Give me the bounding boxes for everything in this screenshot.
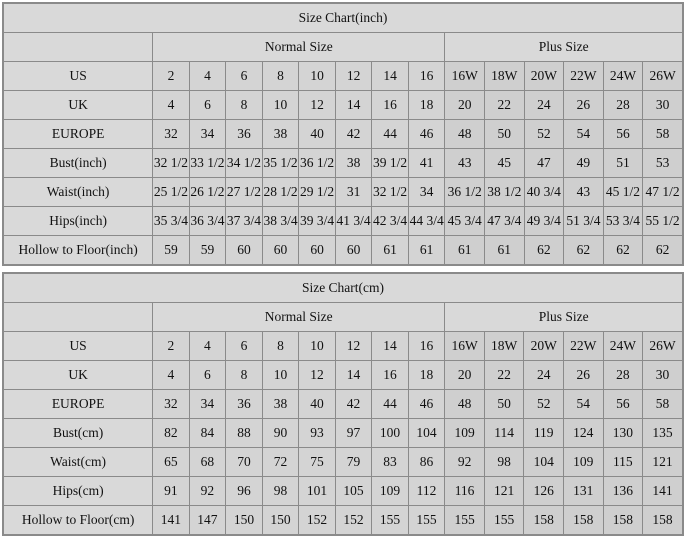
table-row	[4, 448, 683, 477]
cell: 92	[189, 477, 226, 506]
cell: 33 1/2	[189, 149, 226, 178]
row-label-bust: Bust(cm)	[4, 419, 153, 448]
cell: 24	[524, 91, 564, 120]
size-table-inch	[3, 3, 683, 265]
table-row	[4, 506, 683, 535]
row-label-hollow-to-floor: Hollow to Floor(inch)	[4, 236, 153, 265]
cell: 34	[189, 390, 226, 419]
cell: 49 3/4	[524, 207, 564, 236]
cell: 2	[153, 332, 190, 361]
cell: 100	[372, 419, 409, 448]
cell: 36 1/2	[445, 178, 485, 207]
cell: 53	[643, 149, 683, 178]
cell: 119	[524, 419, 564, 448]
cell: 24	[524, 361, 564, 390]
row-label-waist: Waist(cm)	[4, 448, 153, 477]
cell: 32	[153, 390, 190, 419]
cell: 52	[524, 120, 564, 149]
row-label-us: US	[4, 62, 153, 91]
cell: 97	[335, 419, 372, 448]
cell: 24W	[603, 332, 643, 361]
cell: 41	[408, 149, 445, 178]
cell: 24W	[603, 62, 643, 91]
cell: 52	[524, 390, 564, 419]
group-header-plus-inch: Plus Size	[445, 33, 683, 62]
cell: 158	[603, 506, 643, 535]
cell: 16	[372, 361, 409, 390]
cell: 30	[643, 361, 683, 390]
cell: 22	[484, 361, 524, 390]
cell: 155	[445, 506, 485, 535]
cell: 121	[484, 477, 524, 506]
cell: 46	[408, 390, 445, 419]
chart-title-inch: Size Chart(inch)	[4, 4, 683, 33]
cell: 82	[153, 419, 190, 448]
cell: 96	[226, 477, 263, 506]
cell: 16	[372, 91, 409, 120]
cell: 104	[408, 419, 445, 448]
cell: 152	[299, 506, 336, 535]
cell: 92	[445, 448, 485, 477]
cell: 61	[484, 236, 524, 265]
cell: 8	[226, 91, 263, 120]
cell: 61	[372, 236, 409, 265]
table-row	[4, 332, 683, 361]
cell: 104	[524, 448, 564, 477]
cell: 20	[445, 361, 485, 390]
cell: 155	[372, 506, 409, 535]
cell: 16W	[445, 332, 485, 361]
cell: 150	[226, 506, 263, 535]
cell: 60	[262, 236, 299, 265]
cell: 4	[153, 91, 190, 120]
chart-title-cm: Size Chart(cm)	[4, 274, 683, 303]
cell: 135	[643, 419, 683, 448]
cell: 47	[524, 149, 564, 178]
cell: 42 3/4	[372, 207, 409, 236]
cell: 35 3/4	[153, 207, 190, 236]
cell: 60	[299, 236, 336, 265]
cell: 18W	[484, 332, 524, 361]
cell: 4	[189, 62, 226, 91]
cell: 62	[643, 236, 683, 265]
cell: 62	[524, 236, 564, 265]
cell: 56	[603, 390, 643, 419]
cell: 150	[262, 506, 299, 535]
cell: 47 1/2	[643, 178, 683, 207]
cell: 38 1/2	[484, 178, 524, 207]
cell: 101	[299, 477, 336, 506]
cell: 61	[408, 236, 445, 265]
cell: 40	[299, 390, 336, 419]
cell: 26W	[643, 62, 683, 91]
cell: 16	[408, 62, 445, 91]
cell: 90	[262, 419, 299, 448]
cell: 22W	[564, 62, 604, 91]
size-table-cm	[3, 273, 683, 535]
table-row	[4, 477, 683, 506]
table-row	[4, 91, 683, 120]
cell: 53 3/4	[603, 207, 643, 236]
cell: 6	[226, 62, 263, 91]
cell: 16	[408, 332, 445, 361]
cell: 38 3/4	[262, 207, 299, 236]
corner-cell-inch	[4, 33, 153, 62]
cell: 155	[408, 506, 445, 535]
cell: 28	[603, 361, 643, 390]
cell: 114	[484, 419, 524, 448]
cell: 50	[484, 120, 524, 149]
cell: 70	[226, 448, 263, 477]
cell: 112	[408, 477, 445, 506]
cell: 26W	[643, 332, 683, 361]
cell: 12	[335, 62, 372, 91]
group-header-plus-cm: Plus Size	[445, 303, 683, 332]
cell: 18W	[484, 62, 524, 91]
cell: 55 1/2	[643, 207, 683, 236]
cell: 2	[153, 62, 190, 91]
table-row	[4, 120, 683, 149]
cell: 12	[299, 91, 336, 120]
cell: 83	[372, 448, 409, 477]
cell: 6	[189, 361, 226, 390]
size-chart-inch	[2, 2, 684, 266]
cell: 6	[226, 332, 263, 361]
cell: 26	[564, 91, 604, 120]
cell: 84	[189, 419, 226, 448]
cell: 61	[445, 236, 485, 265]
cell: 158	[643, 506, 683, 535]
cell: 10	[262, 361, 299, 390]
cell: 26 1/2	[189, 178, 226, 207]
cell: 48	[445, 120, 485, 149]
row-label-uk: UK	[4, 361, 153, 390]
cell: 116	[445, 477, 485, 506]
table-row-title	[4, 274, 683, 303]
cell: 39 3/4	[299, 207, 336, 236]
cell: 44 3/4	[408, 207, 445, 236]
cell: 12	[299, 361, 336, 390]
cell: 68	[189, 448, 226, 477]
cell: 45 1/2	[603, 178, 643, 207]
row-label-hips: Hips(inch)	[4, 207, 153, 236]
cell: 152	[335, 506, 372, 535]
cell: 4	[189, 332, 226, 361]
cell: 35 1/2	[262, 149, 299, 178]
cell: 14	[335, 361, 372, 390]
row-label-uk: UK	[4, 91, 153, 120]
row-label-bust: Bust(inch)	[4, 149, 153, 178]
cell: 147	[189, 506, 226, 535]
cell: 18	[408, 91, 445, 120]
row-label-hollow-to-floor: Hollow to Floor(cm)	[4, 506, 153, 535]
table-row	[4, 178, 683, 207]
cell: 40 3/4	[524, 178, 564, 207]
cell: 62	[564, 236, 604, 265]
cell: 41 3/4	[335, 207, 372, 236]
cell: 14	[372, 332, 409, 361]
cell: 121	[643, 448, 683, 477]
cell: 45	[484, 149, 524, 178]
cell: 36 1/2	[299, 149, 336, 178]
cell: 4	[153, 361, 190, 390]
cell: 141	[153, 506, 190, 535]
row-label-europe: EUROPE	[4, 120, 153, 149]
cell: 16W	[445, 62, 485, 91]
cell: 44	[372, 120, 409, 149]
cell: 72	[262, 448, 299, 477]
cell: 59	[189, 236, 226, 265]
row-label-europe: EUROPE	[4, 390, 153, 419]
cell: 6	[189, 91, 226, 120]
cell: 45 3/4	[445, 207, 485, 236]
cell: 54	[563, 390, 603, 419]
cell: 91	[153, 477, 190, 506]
cell: 58	[643, 390, 683, 419]
cell: 27 1/2	[226, 178, 263, 207]
cell: 130	[603, 419, 643, 448]
table-row	[4, 419, 683, 448]
cell: 36	[226, 120, 263, 149]
cell: 8	[262, 62, 299, 91]
cell: 105	[335, 477, 372, 506]
cell: 65	[153, 448, 190, 477]
cell: 60	[226, 236, 263, 265]
table-row	[4, 361, 683, 390]
cell: 42	[335, 390, 372, 419]
row-label-us: US	[4, 332, 153, 361]
cell: 36 3/4	[189, 207, 226, 236]
cell: 51	[603, 149, 643, 178]
cell: 38	[335, 149, 372, 178]
cell: 36	[226, 390, 263, 419]
cell: 136	[603, 477, 643, 506]
cell: 50	[484, 390, 524, 419]
table-row-groups	[4, 303, 683, 332]
cell: 126	[524, 477, 564, 506]
table-row-groups	[4, 33, 683, 62]
size-chart-cm	[2, 272, 684, 536]
cell: 86	[408, 448, 445, 477]
cell: 29 1/2	[299, 178, 336, 207]
cell: 34	[408, 178, 445, 207]
cell: 56	[603, 120, 643, 149]
cell: 98	[484, 448, 524, 477]
size-chart-page	[0, 2, 686, 532]
cell: 62	[603, 236, 643, 265]
cell: 31	[335, 178, 372, 207]
cell: 20W	[524, 332, 564, 361]
table-row	[4, 149, 683, 178]
cell: 141	[643, 477, 683, 506]
cell: 93	[299, 419, 336, 448]
cell: 22	[484, 91, 524, 120]
cell: 42	[335, 120, 372, 149]
cell: 51 3/4	[564, 207, 604, 236]
cell: 43	[445, 149, 485, 178]
cell: 109	[372, 477, 409, 506]
cell: 34 1/2	[226, 149, 263, 178]
cell: 10	[299, 332, 336, 361]
cell: 37 3/4	[226, 207, 263, 236]
cell: 49	[564, 149, 604, 178]
cell: 40	[299, 120, 336, 149]
cell: 10	[299, 62, 336, 91]
cell: 43	[564, 178, 604, 207]
cell: 124	[563, 419, 603, 448]
cell: 59	[153, 236, 190, 265]
cell: 158	[563, 506, 603, 535]
cell: 18	[408, 361, 445, 390]
cell: 32 1/2	[372, 178, 409, 207]
row-label-waist: Waist(inch)	[4, 178, 153, 207]
cell: 14	[372, 62, 409, 91]
cell: 26	[563, 361, 603, 390]
cell: 79	[335, 448, 372, 477]
table-row	[4, 390, 683, 419]
cell: 14	[335, 91, 372, 120]
cell: 39 1/2	[372, 149, 409, 178]
group-header-normal-inch: Normal Size	[153, 33, 445, 62]
cell: 20W	[524, 62, 564, 91]
cell: 155	[484, 506, 524, 535]
cell: 109	[563, 448, 603, 477]
cell: 38	[262, 120, 299, 149]
cell: 12	[335, 332, 372, 361]
cell: 32 1/2	[153, 149, 190, 178]
cell: 46	[408, 120, 445, 149]
cell: 131	[563, 477, 603, 506]
cell: 44	[372, 390, 409, 419]
cell: 158	[524, 506, 564, 535]
cell: 109	[445, 419, 485, 448]
table-row	[4, 236, 683, 265]
cell: 22W	[563, 332, 603, 361]
cell: 115	[603, 448, 643, 477]
cell: 38	[262, 390, 299, 419]
cell: 60	[335, 236, 372, 265]
cell: 48	[445, 390, 485, 419]
table-row-title	[4, 4, 683, 33]
cell: 25 1/2	[153, 178, 190, 207]
cell: 20	[445, 91, 485, 120]
cell: 28	[603, 91, 643, 120]
cell: 32	[153, 120, 190, 149]
table-row	[4, 207, 683, 236]
cell: 47 3/4	[484, 207, 524, 236]
corner-cell-cm	[4, 303, 153, 332]
cell: 54	[564, 120, 604, 149]
cell: 98	[262, 477, 299, 506]
cell: 10	[262, 91, 299, 120]
cell: 75	[299, 448, 336, 477]
cell: 8	[226, 361, 263, 390]
cell: 30	[643, 91, 683, 120]
cell: 88	[226, 419, 263, 448]
group-header-normal-cm: Normal Size	[153, 303, 445, 332]
cell: 8	[262, 332, 299, 361]
cell: 34	[189, 120, 226, 149]
table-row	[4, 62, 683, 91]
cell: 58	[643, 120, 683, 149]
row-label-hips: Hips(cm)	[4, 477, 153, 506]
cell: 28 1/2	[262, 178, 299, 207]
